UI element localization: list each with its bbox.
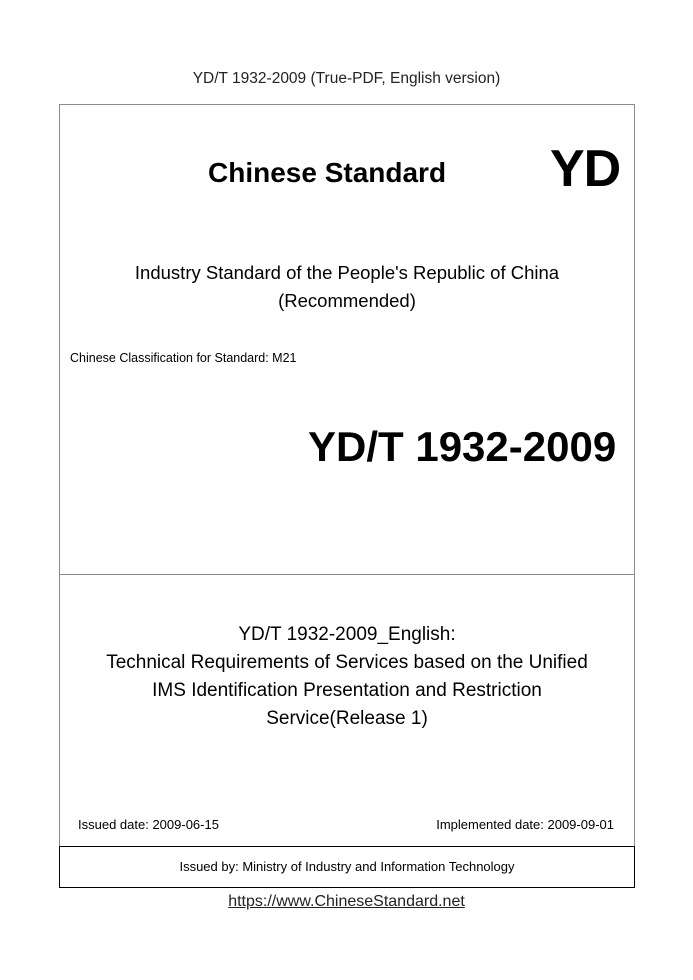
cover-top-section xyxy=(60,105,634,575)
classification-label: Chinese Classification for Standard: M21 xyxy=(70,351,297,365)
industry-standard-label xyxy=(60,259,634,315)
brand-title: Chinese Standard xyxy=(208,157,447,188)
industry-line-1: Industry Standard of the People's Republic of China xyxy=(134,262,560,283)
brand-code: YD xyxy=(550,140,621,198)
page-header: YD/T 1932-2009 (True-PDF, English version) xyxy=(192,70,501,87)
title-line: YD/T 1932-2009_English: xyxy=(238,624,456,645)
issued-by-box: Issued by: Ministry of Industry and Information Technology xyxy=(59,846,635,888)
title-line: IMS Identification Presentation and Restriction xyxy=(152,680,542,701)
industry-line-2: (Recommended) xyxy=(278,290,416,311)
cover-frame xyxy=(59,104,635,888)
implemented-date: Implemented date: 2009-09-01 xyxy=(436,817,614,832)
website-link[interactable]: https://www.ChineseStandard.net xyxy=(228,893,465,910)
issued-date: Issued date: 2009-06-15 xyxy=(78,817,219,832)
standard-number: YD/T 1932-2009 xyxy=(308,423,617,470)
title-line: Service(Release 1) xyxy=(266,708,428,729)
document-title xyxy=(60,621,634,733)
title-line: Technical Requirements of Services based on the Unified xyxy=(106,652,588,673)
